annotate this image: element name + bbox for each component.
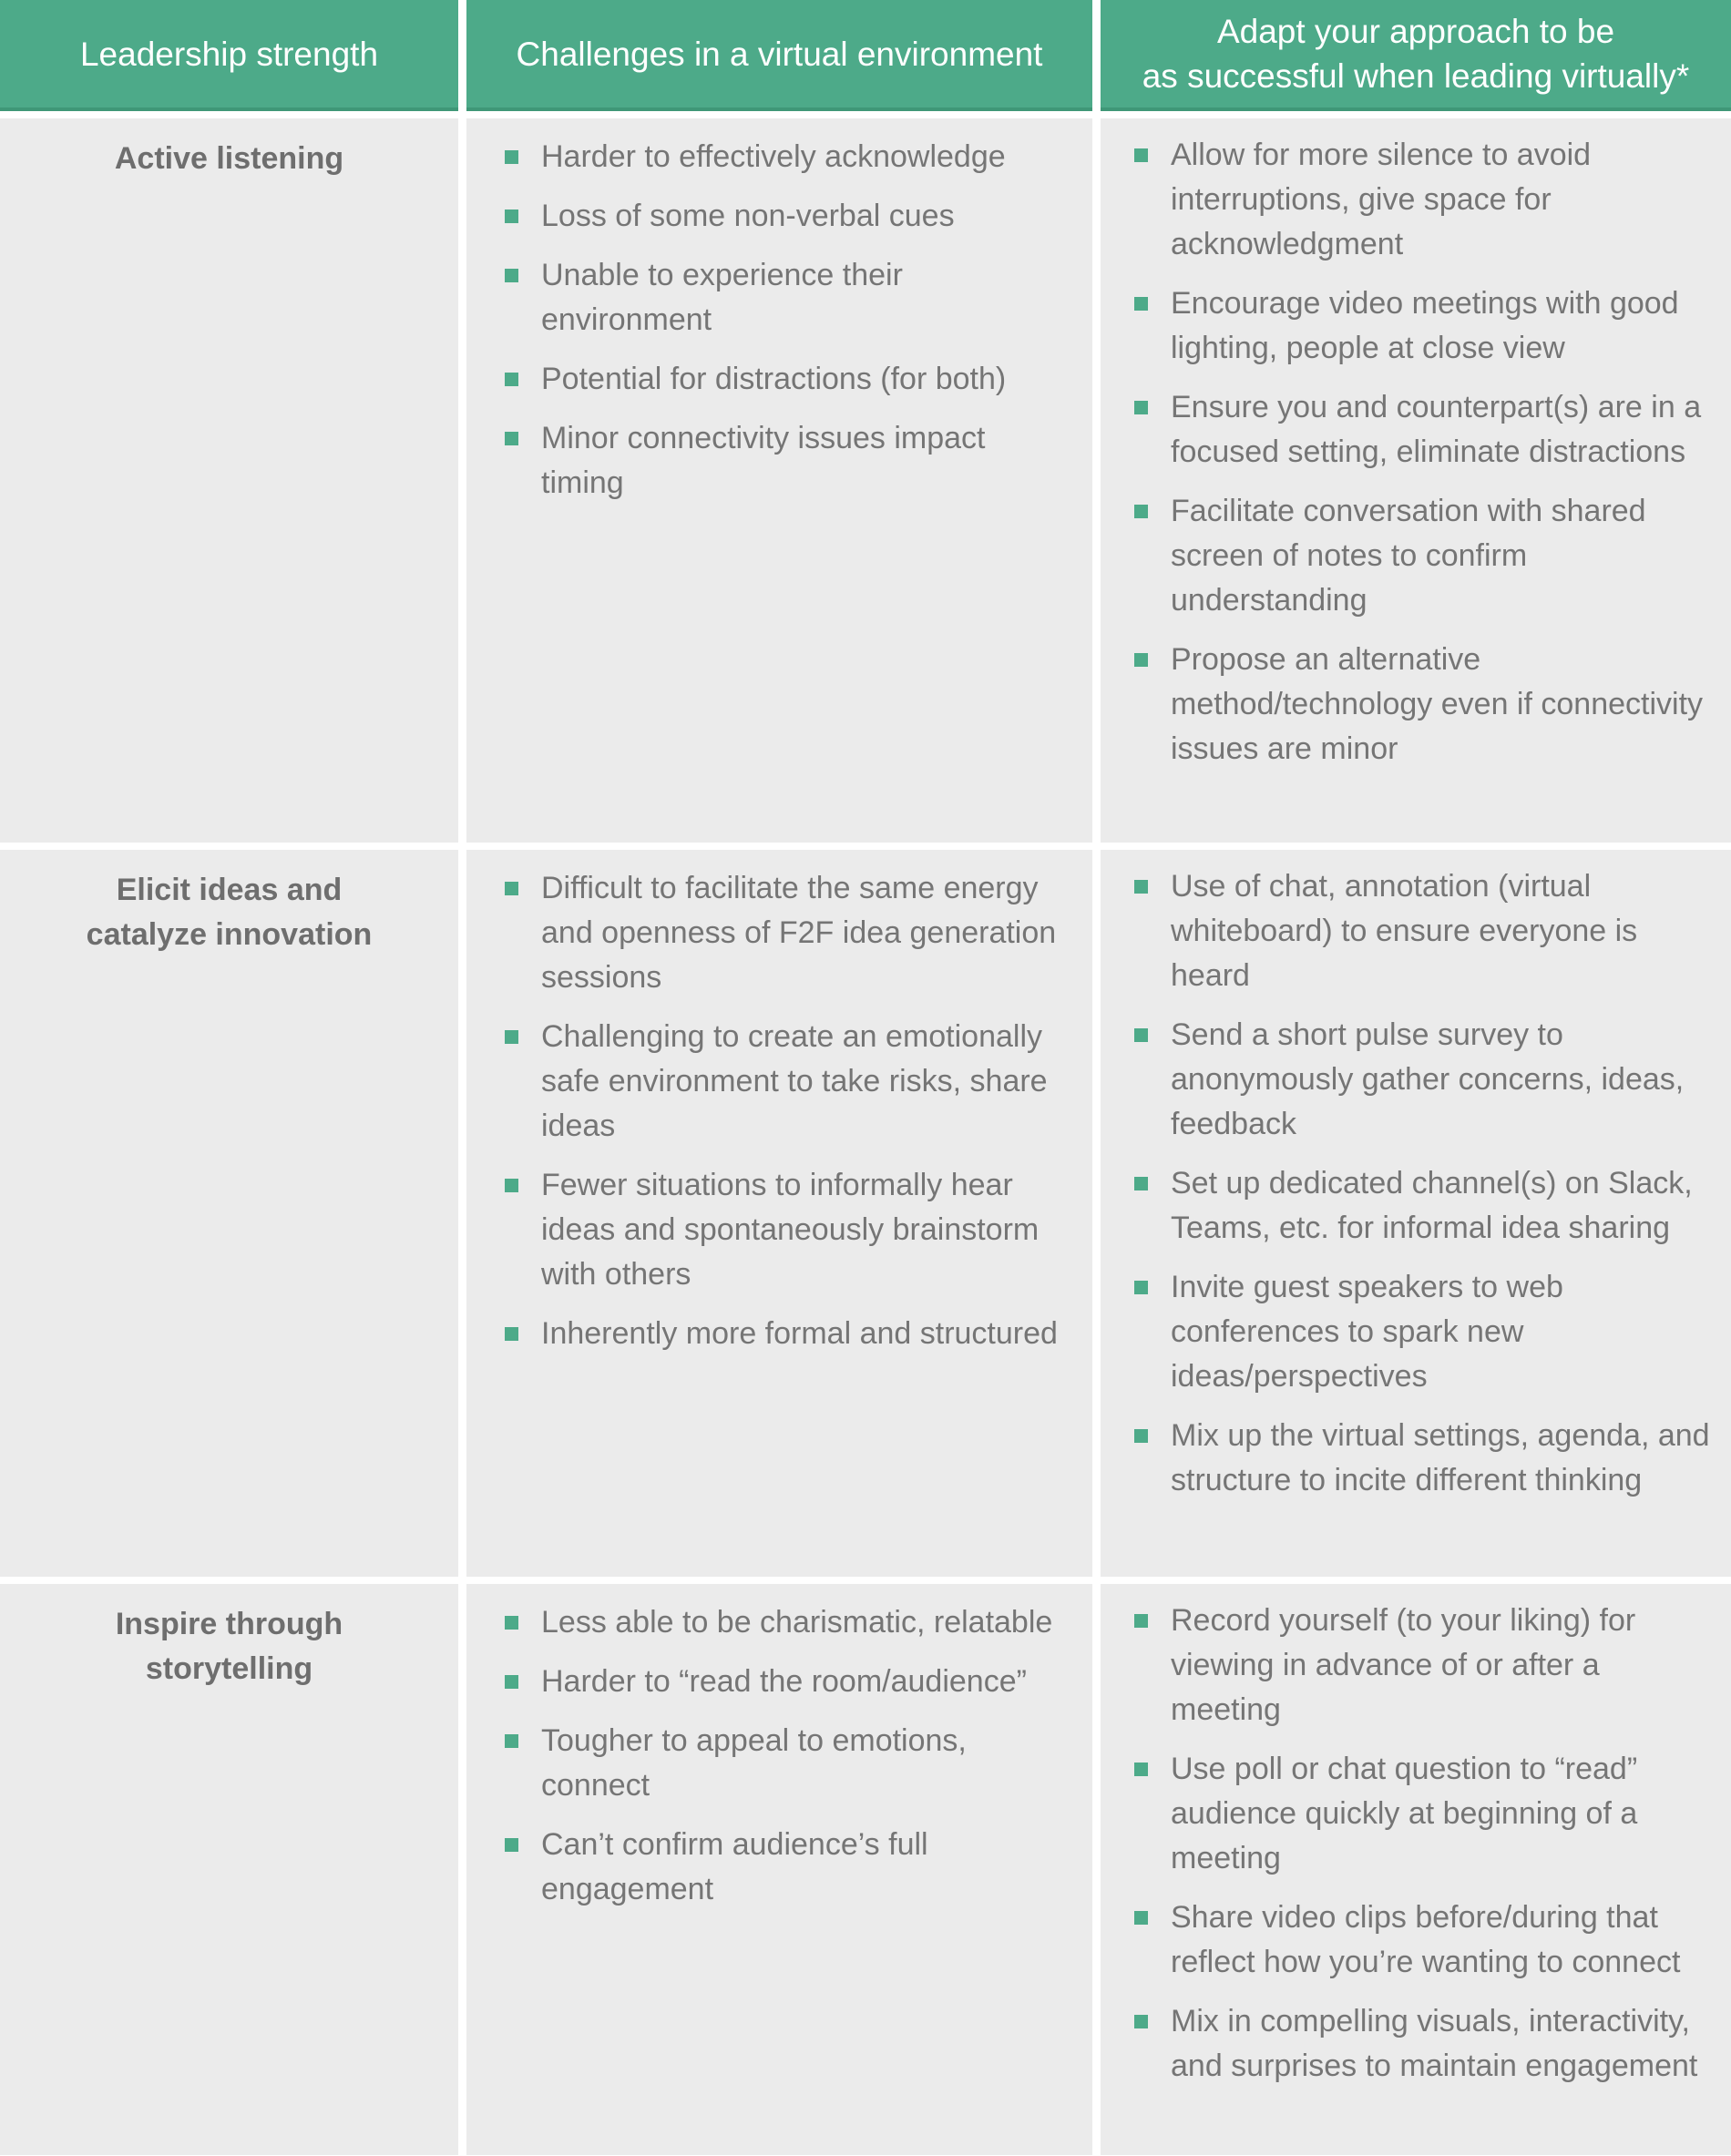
list-item: Tougher to appeal to emotions, connect: [505, 1719, 1074, 1808]
list-item: Harder to “read the room/audience”: [505, 1660, 1074, 1704]
square-bullet-icon: [1134, 1763, 1148, 1776]
row-storytelling-strength: [0, 1584, 458, 2155]
row-elicit-ideas-challenges: [466, 850, 1092, 1577]
list-item: Loss of some non-verbal cues: [505, 194, 1074, 239]
strength-label: Active listening: [114, 141, 344, 176]
square-bullet-icon: [505, 209, 518, 223]
list-item: Challenging to create an emotionally safe environment to take risks, share ideas: [505, 1015, 1074, 1149]
square-bullet-icon: [505, 1734, 518, 1748]
list-item: Minor connectivity issues impact timing: [505, 416, 1074, 506]
list-item: Less able to be charismatic, relatable: [505, 1600, 1074, 1645]
list-item: Inherently more formal and structured: [505, 1312, 1074, 1356]
row-active-listening-strength: [0, 118, 458, 843]
list-item: Facilitate conversation with shared screen of notes to confirm understanding: [1134, 489, 1713, 623]
list-item: Record yourself (to your liking) for viewing in advance of or after a meeting: [1134, 1599, 1713, 1732]
square-bullet-icon: [505, 269, 518, 282]
list-item: Potential for distractions (for both): [505, 357, 1074, 402]
list-item: Unable to experience their environment: [505, 253, 1074, 342]
square-bullet-icon: [505, 150, 518, 164]
row-active-listening-challenges: [466, 118, 1092, 843]
square-bullet-icon: [505, 1675, 518, 1689]
list-item: Propose an alternative method/technology even if connectivity issues are minor: [1134, 638, 1713, 771]
square-bullet-icon: [1134, 1177, 1148, 1190]
list-item: Mix up the virtual settings, agenda, and structure to incite different thinking: [1134, 1414, 1713, 1503]
row-storytelling-challenges: [466, 1584, 1092, 2155]
square-bullet-icon: [1134, 1911, 1148, 1925]
square-bullet-icon: [505, 1179, 518, 1192]
list-item: Harder to effectively acknowledge: [505, 135, 1074, 179]
square-bullet-icon: [1134, 1281, 1148, 1294]
square-bullet-icon: [1134, 1429, 1148, 1443]
row-storytelling-adapt: [1101, 1584, 1731, 2155]
square-bullet-icon: [505, 373, 518, 386]
list-item: Can’t confirm audience’s full engagement: [505, 1823, 1074, 1912]
square-bullet-icon: [1134, 1028, 1148, 1042]
square-bullet-icon: [1134, 880, 1148, 894]
list-item: Use poll or chat question to “read” audience quickly at beginning of a meeting: [1134, 1747, 1713, 1881]
header-label: Adapt your approach to be as successful when leading virtually*: [1142, 13, 1690, 95]
list-item: Share video clips before/during that reflect how you’re wanting to connect: [1134, 1895, 1713, 1985]
square-bullet-icon: [505, 432, 518, 445]
list-item: Use of chat, annotation (virtual whiteboard) to ensure everyone is heard: [1134, 864, 1713, 998]
row-elicit-ideas-strength: [0, 850, 458, 1577]
square-bullet-icon: [1134, 2015, 1148, 2028]
list-item: Send a short pulse survey to anonymously gather concerns, ideas, feedback: [1134, 1013, 1713, 1147]
square-bullet-icon: [505, 1616, 518, 1630]
adapt-list: [1134, 1599, 1713, 2089]
square-bullet-icon: [505, 1838, 518, 1852]
header-label: Leadership strength: [79, 35, 379, 73]
square-bullet-icon: [1134, 148, 1148, 162]
list-item: Set up dedicated channel(s) on Slack, Teams, etc. for informal idea sharing: [1134, 1161, 1713, 1251]
square-bullet-icon: [1134, 1614, 1148, 1628]
square-bullet-icon: [505, 882, 518, 895]
square-bullet-icon: [1134, 653, 1148, 667]
header-leadership-strength: [0, 0, 458, 111]
adapt-list: [1134, 133, 1713, 771]
row-elicit-ideas-adapt: [1101, 850, 1731, 1577]
list-item: Allow for more silence to avoid interruptions, give space for acknowledgment: [1134, 133, 1713, 267]
challenges-list: [505, 135, 1074, 506]
list-item: Fewer situations to informally hear ideas and spontaneously brainstorm with others: [505, 1163, 1074, 1297]
square-bullet-icon: [505, 1327, 518, 1341]
adapt-list: [1134, 864, 1713, 1503]
square-bullet-icon: [505, 1030, 518, 1044]
row-active-listening-adapt: [1101, 118, 1731, 843]
header-adapt-approach: [1101, 0, 1731, 111]
list-item: Difficult to facilitate the same energy and openness of F2F idea generation sessions: [505, 866, 1074, 1000]
challenges-list: [505, 866, 1074, 1356]
list-item: Invite guest speakers to web conferences to spark new ideas/perspectives: [1134, 1265, 1713, 1399]
square-bullet-icon: [1134, 505, 1148, 518]
list-item: Mix in compelling visuals, interactivity, and surprises to maintain engagement: [1134, 1999, 1713, 2089]
list-item: Ensure you and counterpart(s) are in a focused setting, eliminate distractions: [1134, 385, 1713, 475]
strength-label: Elicit ideas and catalyze innovation: [86, 873, 373, 952]
header-challenges: [466, 0, 1092, 111]
list-item: Encourage video meetings with good lighting, people at close view: [1134, 281, 1713, 371]
square-bullet-icon: [1134, 297, 1148, 311]
challenges-list: [505, 1600, 1074, 1912]
header-label: Challenges in a virtual environment: [516, 35, 1043, 73]
square-bullet-icon: [1134, 401, 1148, 414]
strength-label: Inspire through storytelling: [115, 1607, 343, 1686]
